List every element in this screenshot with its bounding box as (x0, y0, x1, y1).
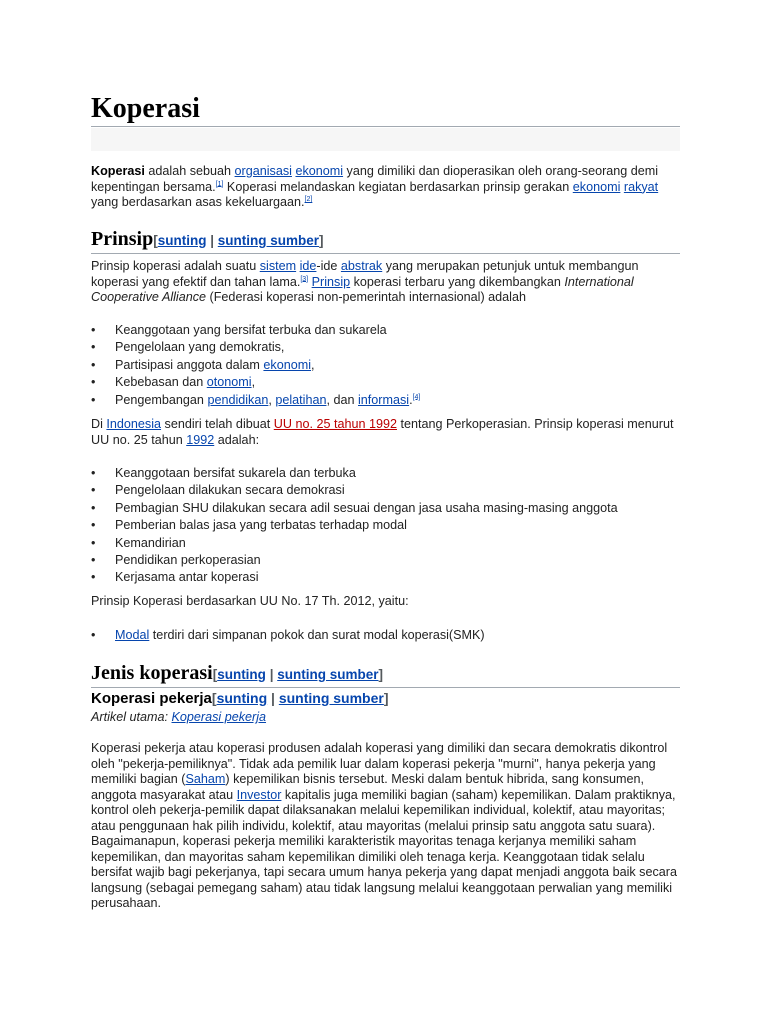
prinsip-paragraph-2: Di Indonesia sendiri telah dibuat UU no. 25 tahun 1992 tentang Perkoperasian. Prinsip koperasi menurut UU no. 25 tahun 1992 adalah: (91, 417, 674, 447)
prinsip-list-ica (91, 322, 680, 409)
link-prinsip[interactable]: Prinsip (311, 274, 351, 289)
link-organisasi[interactable]: organisasi (234, 164, 292, 178)
list-item: • Kerjasama antar koperasi (91, 569, 680, 586)
link-saham[interactable]: Saham (185, 772, 226, 786)
link-otonomi[interactable]: otonomi (206, 375, 252, 390)
link-ekonomi-2[interactable]: ekonomi (572, 179, 621, 194)
edit-links-jenis: [sunting | sunting sumber] (212, 667, 383, 682)
section-heading-jenis: Jenis koperasi[sunting | sunting sumber] (91, 661, 680, 688)
subsection-heading-koperasi-pekerja: Koperasi pekerja[sunting | sunting sumber] (91, 690, 389, 707)
hatnote: Artikel utama: Koperasi pekerja (91, 710, 267, 724)
link-ide[interactable]: ide (299, 259, 317, 273)
section-heading-prinsip: Prinsip[sunting | sunting sumber] (91, 227, 680, 254)
link-pendidikan[interactable]: pendidikan (207, 392, 269, 407)
list-item: • Pengembangan pendidikan, pelatihan, dan informasi.[4] (91, 392, 680, 409)
link-abstrak[interactable]: abstrak (340, 259, 383, 273)
edit-link-koperasi-pekerja[interactable]: sunting (216, 690, 268, 706)
site-sub-bar (91, 128, 680, 151)
ref-4[interactable]: [4] (412, 393, 421, 401)
list-item: • Keanggotaan bersifat sukarela dan terbuka (91, 465, 680, 482)
list-item: • Pengelolaan yang demokratis, (91, 339, 680, 356)
prinsip-paragraph-3: Prinsip Koperasi berdasarkan UU No. 17 Th. 2012, yaitu: (91, 594, 409, 608)
link-ekonomi[interactable]: ekonomi (295, 164, 344, 178)
koperasi-pekerja-paragraph: Koperasi pekerja atau koperasi produsen adalah koperasi yang dimiliki dan secara demokratis dikontrol oleh "pekerja-pemiliknya". Tidak ada pemilik luar dalam koperasi pekerja "murni", hanya pekerja yang memiliki bagian (Saham) kepemilikan bisnis tersebut. Meski dalam bentuk hibrida, sang konsumen, anggota masyarakat atau Investor kapitalis juga memiliki bagian (saham) kepemilikan. Dalam praktiknya, kontrol oleh pekerja-pemilik dapat dilaksanakan melalui kepemilikan individual, kolektif, atau mayoritas; atau penggunaan hak pilih individu, kolektif, atau mayoritas (melalui prinsip satu anggota satu suara). Bagaimanapun, koperasi pekerja memiliki karakteristik mayoritas tenaga kerjanya memiliki saham kepemilikan, dan mayoritas saham kepemilikan dimiliki oleh tenaga kerja. Keanggotaan tidak selalu bersifat wajib bagi pekerjanya, tapi secara umum hanya pekerja yang dapat menjadi anggota baik secara langsung (sebagai pemegang saham) atau tidak langsung melalui keanggotaan perwalian yang memiliki perusahaan. (91, 741, 677, 910)
link-ekonomi-3[interactable]: ekonomi (263, 357, 312, 372)
link-1992[interactable]: 1992 (186, 432, 215, 447)
link-indonesia[interactable]: Indonesia (106, 417, 162, 431)
list-item: • Modal terdiri dari simpanan pokok dan surat modal koperasi(SMK) (91, 627, 680, 644)
edit-link-prinsip[interactable]: sunting (157, 233, 207, 248)
edit-source-link-prinsip[interactable]: sunting sumber (217, 233, 320, 248)
intro-term: Koperasi (91, 164, 145, 178)
edit-links-prinsip: [sunting | sunting sumber] (153, 233, 324, 248)
list-item: • Pendidikan perkoperasian (91, 552, 680, 569)
link-pelatihan[interactable]: pelatihan (275, 392, 327, 407)
list-item: • Pembagian SHU dilakukan secara adil sesuai dengan jasa usaha masing-masing anggota (91, 500, 680, 517)
edit-source-link-koperasi-pekerja[interactable]: sunting sumber (278, 690, 384, 706)
link-rakyat[interactable]: rakyat (623, 179, 659, 194)
intro-paragraph: Koperasi adalah sebuah organisasi ekonomi yang dimiliki dan dioperasikan oleh orang-seorang demi kepentingan bersama.[1] Koperasi melandaskan kegiatan berdasarkan prinsip gerakan ekonomi rakyat yang berdasarkan asas kekeluargaan.[2] (91, 164, 659, 209)
link-sistem[interactable]: sistem (259, 259, 297, 273)
ref-3[interactable]: [3] (300, 275, 309, 283)
edit-links-koperasi-pekerja: [sunting | sunting sumber] (211, 690, 389, 706)
ref-1[interactable]: [1] (215, 180, 224, 188)
link-main-article-koperasi-pekerja[interactable]: Koperasi pekerja (171, 710, 267, 724)
ref-2[interactable]: [2] (304, 195, 313, 203)
prinsip-list-2012 (91, 627, 680, 644)
list-item: • Keanggotaan yang bersifat terbuka dan sukarela (91, 322, 680, 339)
list-item: • Pemberian balas jasa yang terbatas terhadap modal (91, 517, 680, 534)
prinsip-list-uu (91, 465, 680, 587)
list-item: • Kemandirian (91, 535, 680, 552)
link-uu-25-1992[interactable]: UU no. 25 tahun 1992 (273, 417, 397, 431)
prinsip-paragraph-1: Prinsip koperasi adalah suatu sistem ide-ide abstrak yang merupakan petunjuk untuk membangun koperasi yang efektif dan tahan lama.[3] Prinsip koperasi terbaru yang dikembangkan International Cooperative Alliance (Federasi koperasi non-pemerintah internasional) adalah (91, 259, 639, 304)
list-item: • Pengelolaan dilakukan secara demokrasi (91, 482, 680, 499)
page-title: Koperasi (91, 92, 680, 127)
edit-source-link-jenis[interactable]: sunting sumber (277, 667, 379, 682)
link-informasi[interactable]: informasi (358, 392, 410, 407)
link-modal[interactable]: Modal (115, 628, 150, 642)
list-item: • Partisipasi anggota dalam ekonomi, (91, 357, 680, 374)
link-investor[interactable]: Investor (236, 787, 282, 802)
edit-link-jenis[interactable]: sunting (217, 667, 266, 682)
list-item: • Kebebasan dan otonomi, (91, 374, 680, 391)
